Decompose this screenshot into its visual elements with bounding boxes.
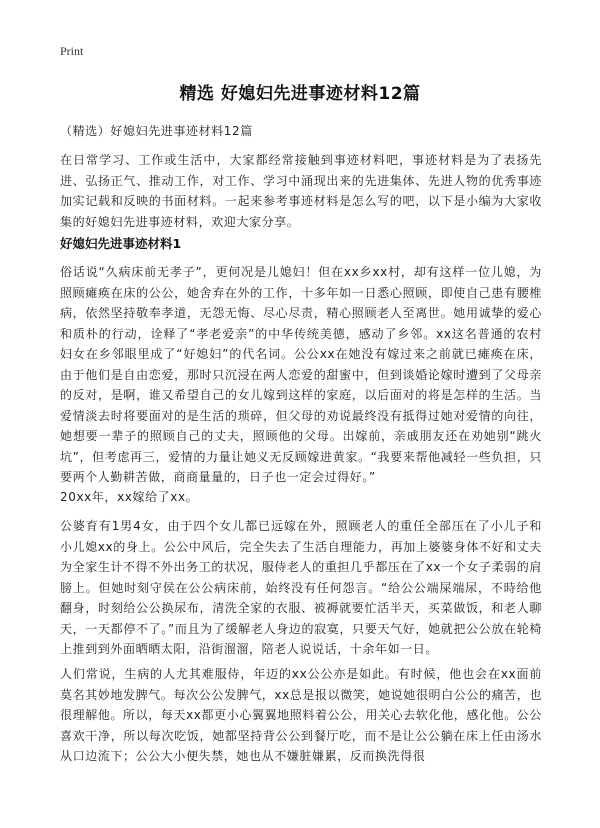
body-paragraph: 公婆育有1男4女，由于四个女儿都已远嫁在外，照顾老人的重任全部压在了小儿子和小儿媳xx的身上。公公中风后，完全失去了生活自理能力，再加上婆婆身体不好和丈夫为全家生计不得不外出务工的状况，服侍老人的重担几乎都压在了xx一个女子柔弱的肩膀上。但她时刻守侯在公公病床前，始终没有任何怨言。“给公公端屎端尿，不時给他翻身，时刻给公公换尿布，清洗全家的衣服、被褥就要忙活半天，买菜做饭，和老人聊天，一天都停不了。”而且为了缓解老人身边的寂寞，只要天气好，她就把公公放在轮椅上推到到外面晒晒太阳，沿街溜溜，陪老人说说话，十余年如一日。: [60, 519, 542, 656]
body-paragraph: 20xx年，xx嫁给了xx。: [60, 490, 199, 504]
print-label[interactable]: Print: [60, 44, 84, 58]
section-heading: 好媳妇先进事迹材料1: [60, 236, 182, 251]
intro-paragraph: 在日常学习、工作或生活中，大家都经常接触到事迹材料吧，事迹材料是为了表扬先进、弘扬正气、推动工作，对工作、学习中涌现出来的先进集体、先进人物的优秀事迹加实记载和反映的书面材料。一起来参考事迹材料是怎么写的吧，以下是小编为大家收集的好媳妇先进事迹材料，欢迎大家分享。: [60, 153, 542, 229]
page-title: 精选 好媳妇先进事迹材料12篇: [179, 84, 421, 104]
body-paragraph: 俗话说“久病床前无孝子”，更何况是儿媳妇！但在xx乡xx村，却有这样一位儿媳，为照顾瘫痪在床的公公，她舍弃在外的工作，十多年如一日悉心照顾，即使自己患有腰椎病，依然坚持敬奉孝道，无怨无悔、尽心尽责，精心照顾老人至离世。她用诚挚的爱心和质朴的行动，诠释了“孝老爱亲”的中华传统美德，感动了乡邻。xx这名普通的农村妇女在乡邻眼里成了“好媳妇”的代名词。公公xx在她没有嫁过来之前就已瘫痪在床，由于他们是自由恋爱，那时只沉浸在两人恋爱的甜蜜中，但到谈婚论嫁时遭到了父母亲的反对，是啊，谁又希望自己的女儿嫁到这样的家庭，以后面对的将是怎样的生活。当爱情淡去时将要面对的是生活的琐碎，但父母的劝说最终没有抵得过她对爱情的向往，她想要一辈子的照顾自己的丈夫，照顾他的父母。出嫁前，亲戚朋友还在劝她别“跳火坑”，但考虑再三，爱情的力量让她义无反顾嫁进黄家。“我要来帮他减轻一些负担，只要两个人勤耕苦做，商商量量的，日子也一定会过得好。”: [60, 265, 542, 484]
document-subtitle: （精选）好媳妇先进事迹材料12篇: [60, 124, 253, 138]
body-paragraph: 人们常说，生病的人尤其难服侍，年迈的xx公公亦是如此。有时候，他也会在xx面前莫名其妙地发脾气。每次公公发脾气，xx总是报以微笑，她说她很明白公公的痛苦，也很理解他。所以，每天xx都更小心翼翼地照料着公公，用关心去软化他，感化他。公公喜欢干净，所以每次吃饭，她都坚持背公公到餐厅吃，而不是让公公躺在床上任由汤水从口边流下；公公大小便失禁，她也从不嫌脏嫌累，反而换洗得很: [60, 667, 542, 763]
